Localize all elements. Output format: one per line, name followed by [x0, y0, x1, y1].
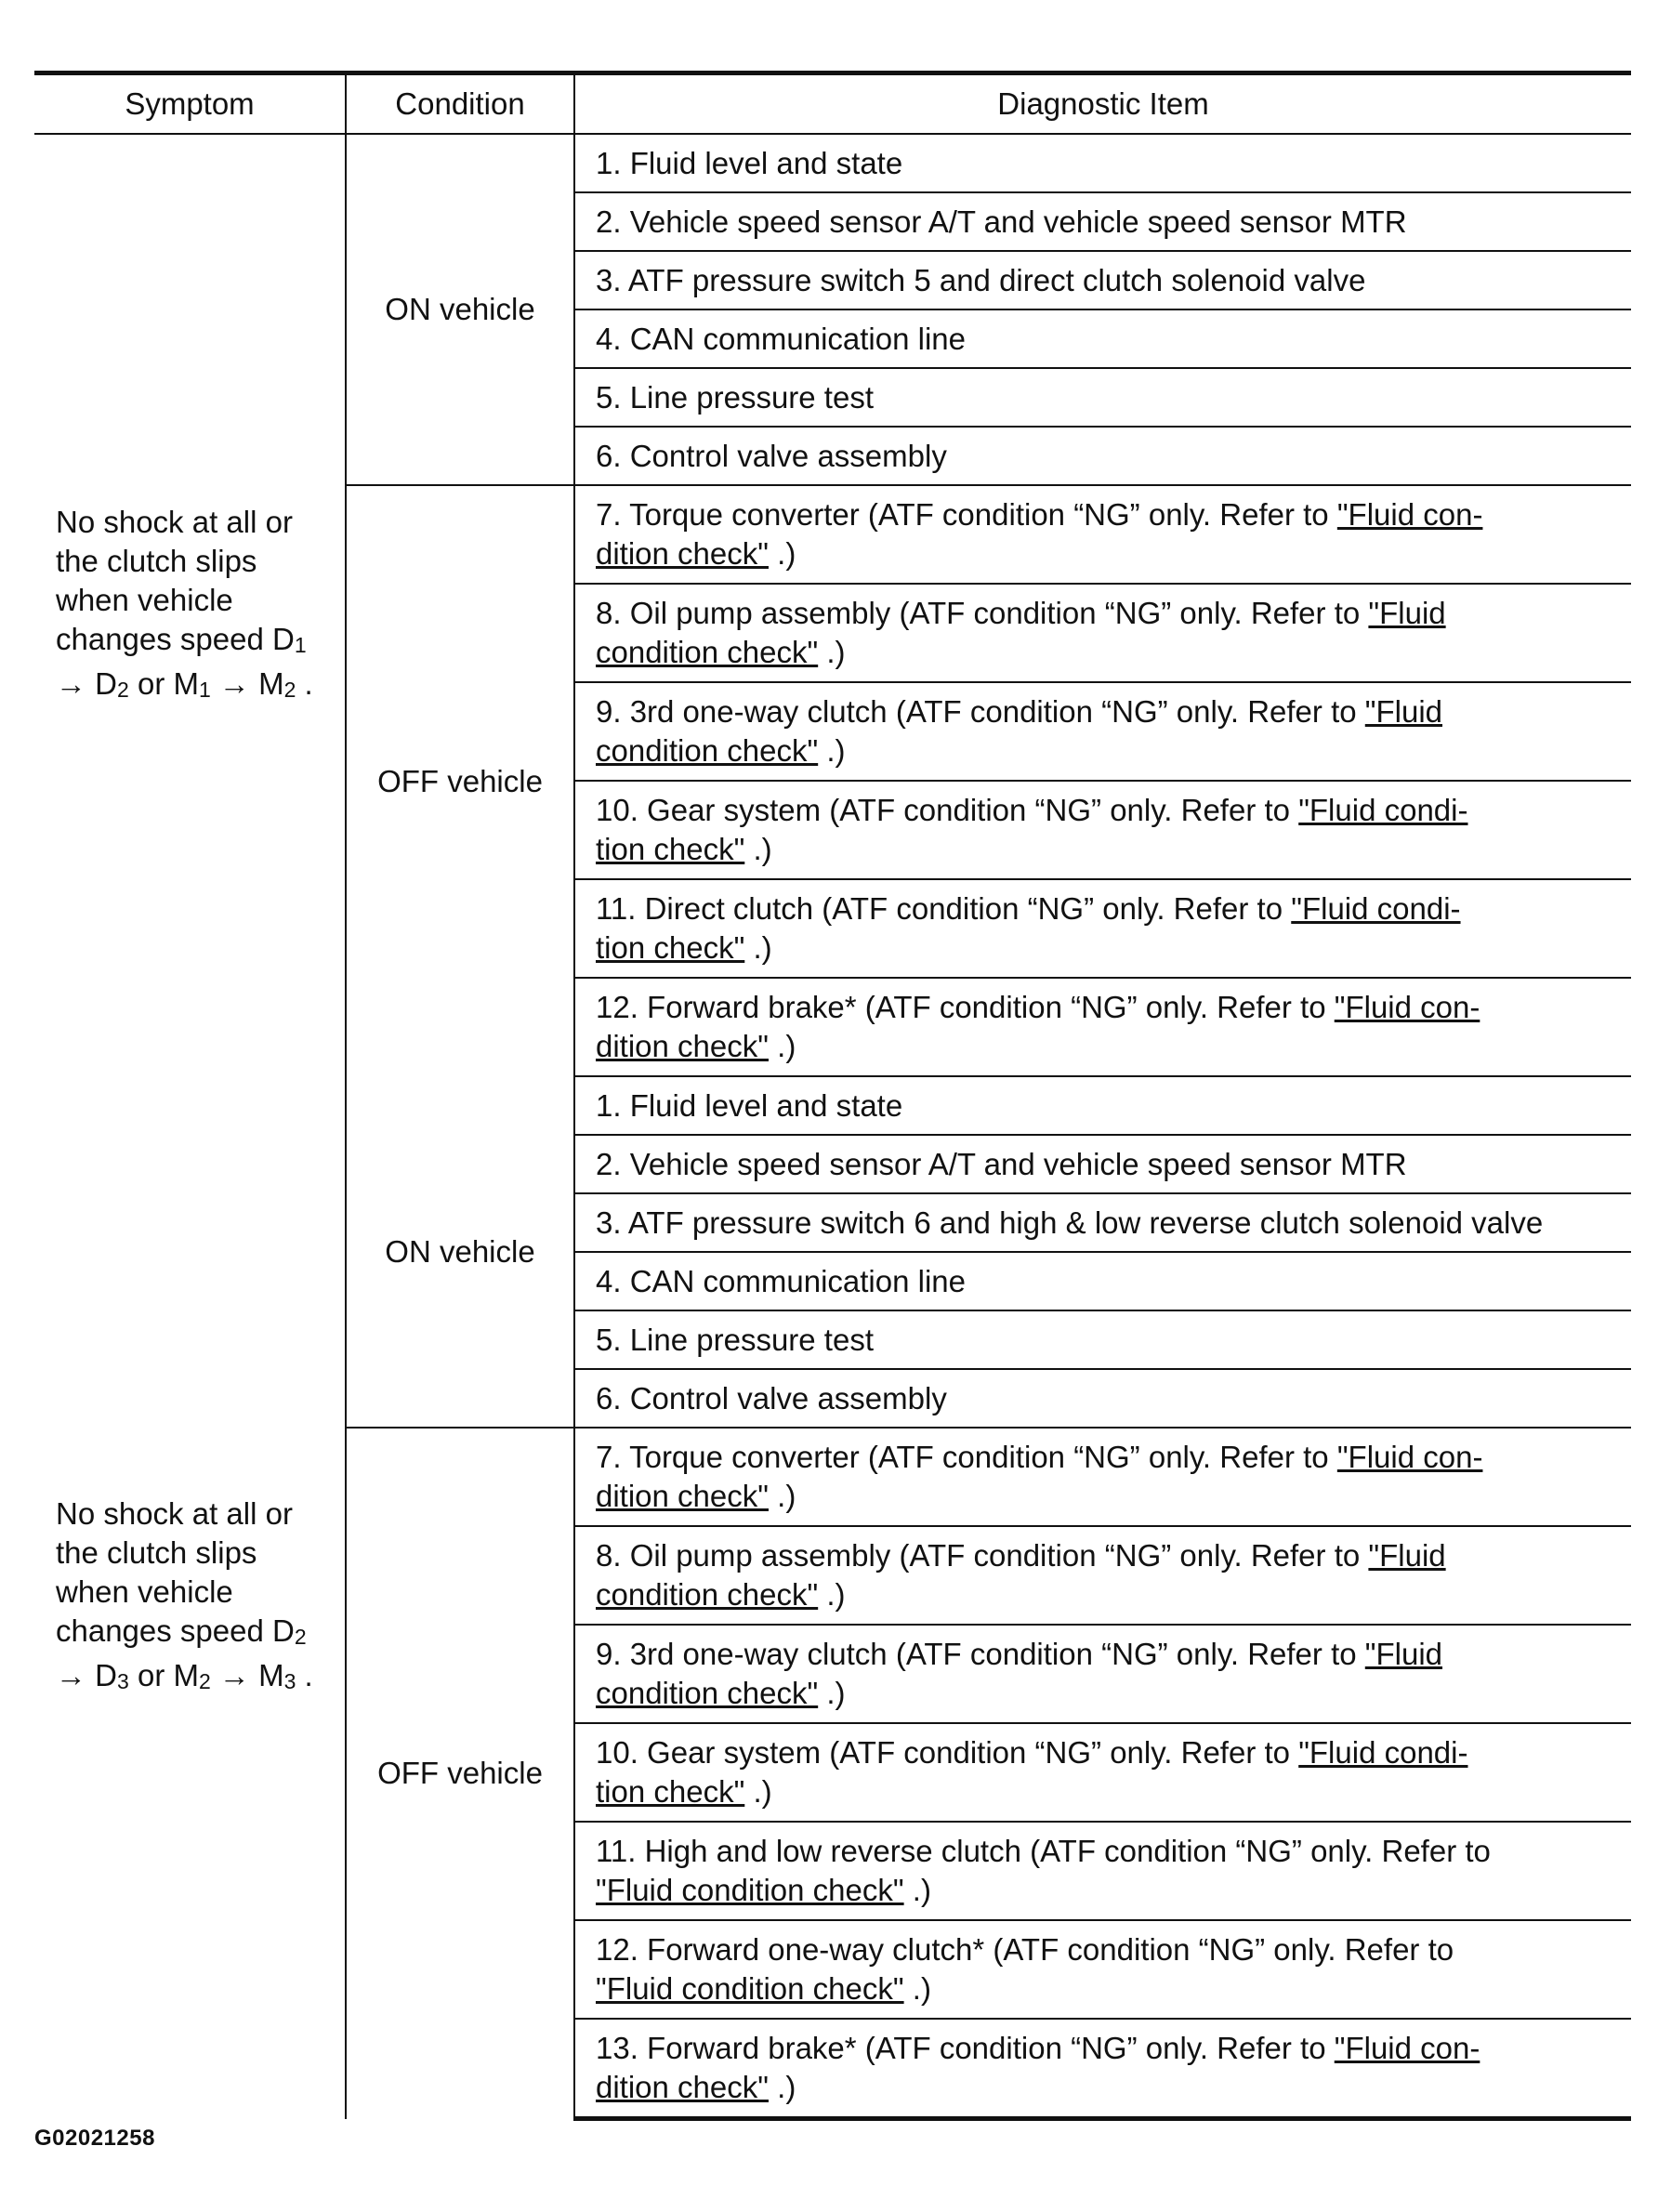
fluid-condition-check-link[interactable]: condition check": [596, 1676, 819, 1710]
item-line: [596, 534, 1620, 573]
fluid-condition-check-link[interactable]: "Fluid: [1368, 1538, 1446, 1573]
table-header-row: [34, 73, 1631, 135]
diagnostic-item: [574, 682, 1631, 781]
item-text: 11. High and low reverse clutch (ATF condition “NG” only. Refer to: [596, 1834, 1491, 1868]
symptom-text: or M: [128, 665, 199, 701]
symptom-line: when vehicle: [56, 1573, 233, 1609]
diagnostic-item: 2. Vehicle speed sensor A/T and vehicle speed sensor MTR: [574, 192, 1631, 251]
item-line: [596, 1674, 1620, 1713]
symptom-cell: [34, 134, 346, 1076]
item-line: [596, 1832, 1620, 1871]
header-diagnostic-item: Diagnostic Item: [574, 73, 1631, 135]
item-text: .): [818, 1577, 846, 1612]
item-text: 13. Forward brake* (ATF condition “NG” only. Refer to: [596, 2031, 1335, 2065]
symptom-line: No shock at all or: [56, 1495, 293, 1531]
gear-subscript: 1: [294, 632, 307, 657]
fluid-condition-check-link[interactable]: "Fluid con-: [1336, 497, 1483, 532]
diagnostic-item: [574, 1723, 1631, 1822]
item-text: .): [768, 1479, 796, 1513]
diagnostic-item: [574, 1428, 1631, 1526]
fluid-condition-check-link[interactable]: condition check": [596, 1577, 819, 1612]
item-line: [596, 1772, 1620, 1811]
gear-subscript: 2: [117, 677, 129, 702]
diagnostic-item: [574, 1625, 1631, 1723]
gear-subscript: 3: [117, 1668, 129, 1693]
fluid-condition-check-link[interactable]: "Fluid con-: [1334, 2031, 1480, 2065]
diagnostic-item: 4. CAN communication line: [574, 309, 1631, 368]
symptom-line: [56, 620, 334, 665]
item-text: 8. Oil pump assembly (ATF condition “NG” only. Refer to: [596, 1538, 1369, 1573]
symptom-line: the clutch slips: [56, 1534, 257, 1570]
symptom-text: changes speed D: [56, 621, 295, 656]
item-text: 12. Forward brake* (ATF condition “NG” only. Refer to: [596, 990, 1335, 1024]
item-text: .): [818, 635, 846, 669]
fluid-condition-check-link[interactable]: condition check": [596, 635, 819, 669]
item-line: [596, 1635, 1620, 1674]
table-body: [34, 134, 1631, 2119]
header-condition: Condition: [346, 73, 574, 135]
item-text: 10. Gear system (ATF condition “NG” only. Refer to: [596, 1735, 1299, 1770]
item-line: [596, 988, 1620, 1027]
symptom-cell: [34, 1076, 346, 2119]
item-text: 11. Direct clutch (ATF condition “NG” only. Refer to: [596, 891, 1292, 926]
diagnostic-item: 5. Line pressure test: [574, 368, 1631, 427]
table-row: [34, 134, 1631, 192]
gear-subscript: 2: [283, 677, 296, 702]
symptom-line: [56, 665, 334, 709]
fluid-condition-check-link[interactable]: dition check": [596, 2070, 769, 2104]
item-line: [596, 1027, 1620, 1066]
diagnostic-item: [574, 879, 1631, 978]
item-text: .): [744, 832, 772, 866]
symptom-text: .: [296, 1657, 313, 1692]
fluid-condition-check-link[interactable]: dition check": [596, 1029, 769, 1063]
item-text: 7. Torque converter (ATF condition “NG” only. Refer to: [596, 1440, 1337, 1474]
item-text: .): [818, 1676, 846, 1710]
diagnostic-item: 1. Fluid level and state: [574, 134, 1631, 192]
condition-on-vehicle: ON vehicle: [346, 1076, 574, 1428]
fluid-condition-check-link[interactable]: tion check": [596, 832, 745, 866]
item-line: [596, 1733, 1620, 1772]
gear-subscript: 2: [294, 1624, 307, 1649]
item-line: [596, 2029, 1620, 2068]
fluid-condition-check-link[interactable]: "Fluid condition check": [596, 1873, 904, 1907]
item-line: [596, 1438, 1620, 1477]
item-line: [596, 594, 1620, 633]
item-line: [596, 692, 1620, 731]
symptom-text: → D: [56, 1657, 117, 1692]
figure-code: G02021258: [34, 2126, 155, 2151]
item-line: [596, 1969, 1620, 2008]
diagnostic-item: 6. Control valve assembly: [574, 427, 1631, 485]
condition-off-vehicle: OFF vehicle: [346, 1428, 574, 2119]
item-line: [596, 731, 1620, 770]
diagnostic-item: 3. ATF pressure switch 6 and high & low reverse clutch solenoid valve: [574, 1193, 1631, 1252]
item-line: [596, 1930, 1620, 1969]
symptom-line: [56, 1656, 334, 1701]
item-line: [596, 1477, 1620, 1516]
symptom-line: No shock at all or: [56, 504, 293, 539]
item-text: .): [744, 930, 772, 965]
diagnostic-item: [574, 2019, 1631, 2119]
table-row: [34, 1076, 1631, 1135]
item-text: .): [903, 1971, 931, 2006]
fluid-condition-check-link[interactable]: "Fluid condition check": [596, 1971, 904, 2006]
fluid-condition-check-link[interactable]: dition check": [596, 536, 769, 571]
item-text: .): [768, 1029, 796, 1063]
fluid-condition-check-link[interactable]: condition check": [596, 733, 819, 768]
symptom-line: [56, 1612, 334, 1656]
item-text: .): [903, 1873, 931, 1907]
item-text: .): [744, 1774, 772, 1809]
gear-subscript: 3: [283, 1668, 296, 1693]
symptom-text: → D: [56, 665, 117, 701]
diagnostic-item: [574, 485, 1631, 584]
fluid-condition-check-link[interactable]: "Fluid: [1364, 1637, 1443, 1671]
diagnostic-item: 6. Control valve assembly: [574, 1369, 1631, 1428]
item-text: 7. Torque converter (ATF condition “NG” only. Refer to: [596, 497, 1337, 532]
item-text: 12. Forward one-way clutch* (ATF condition “NG” only. Refer to: [596, 1932, 1454, 1967]
header-symptom: Symptom: [34, 73, 346, 135]
item-line: [596, 495, 1620, 534]
symptom-text: → M: [210, 665, 284, 701]
symptom-text: .: [296, 665, 313, 701]
diagnostic-table: [34, 71, 1631, 2121]
fluid-condition-check-link[interactable]: "Fluid condi-: [1291, 891, 1461, 926]
symptom-line: the clutch slips: [56, 543, 257, 578]
item-text: 9. 3rd one-way clutch (ATF condition “NG” only. Refer to: [596, 1637, 1365, 1671]
condition-off-vehicle: OFF vehicle: [346, 485, 574, 1076]
fluid-condition-check-link[interactable]: tion check": [596, 1774, 745, 1809]
diagnostic-item: [574, 781, 1631, 879]
item-text: 9. 3rd one-way clutch (ATF condition “NG” only. Refer to: [596, 694, 1365, 729]
gear-subscript: 1: [198, 677, 211, 702]
diagnostic-item: 3. ATF pressure switch 5 and direct clutch solenoid valve: [574, 251, 1631, 309]
item-line: [596, 791, 1620, 830]
fluid-condition-check-link[interactable]: "Fluid condi-: [1298, 793, 1468, 827]
symptom-text: → M: [210, 1657, 284, 1692]
diagnostic-item: 4. CAN communication line: [574, 1252, 1631, 1310]
fluid-condition-check-link[interactable]: "Fluid condi-: [1298, 1735, 1468, 1770]
symptom-line: when vehicle: [56, 582, 233, 617]
diagnostic-item: [574, 584, 1631, 682]
fluid-condition-check-link[interactable]: "Fluid: [1368, 596, 1446, 630]
item-line: [596, 2068, 1620, 2107]
item-text: 10. Gear system (ATF condition “NG” only. Refer to: [596, 793, 1299, 827]
item-line: [596, 633, 1620, 672]
fluid-condition-check-link[interactable]: dition check": [596, 1479, 769, 1513]
diagnostic-item: [574, 978, 1631, 1076]
condition-on-vehicle: ON vehicle: [346, 134, 574, 485]
item-line: [596, 1575, 1620, 1614]
diagnostic-item: 2. Vehicle speed sensor A/T and vehicle speed sensor MTR: [574, 1135, 1631, 1193]
diagnostic-item: 1. Fluid level and state: [574, 1076, 1631, 1135]
item-text: .): [768, 2070, 796, 2104]
fluid-condition-check-link[interactable]: "Fluid con-: [1334, 990, 1480, 1024]
item-line: [596, 1871, 1620, 1910]
item-text: 8. Oil pump assembly (ATF condition “NG” only. Refer to: [596, 596, 1369, 630]
symptom-text: changes speed D: [56, 1613, 295, 1648]
fluid-condition-check-link[interactable]: "Fluid con-: [1336, 1440, 1483, 1474]
item-text: .): [818, 733, 846, 768]
diagnostic-item: [574, 1526, 1631, 1625]
item-line: [596, 1536, 1620, 1575]
item-line: [596, 889, 1620, 928]
gear-subscript: 2: [198, 1668, 211, 1693]
diagnostic-item: [574, 1920, 1631, 2019]
item-line: [596, 928, 1620, 968]
fluid-condition-check-link[interactable]: "Fluid: [1364, 694, 1443, 729]
diagnostic-item: 5. Line pressure test: [574, 1310, 1631, 1369]
item-text: .): [768, 536, 796, 571]
fluid-condition-check-link[interactable]: tion check": [596, 930, 745, 965]
symptom-text: or M: [128, 1657, 199, 1692]
diagnostic-item: [574, 1822, 1631, 1920]
item-line: [596, 830, 1620, 869]
